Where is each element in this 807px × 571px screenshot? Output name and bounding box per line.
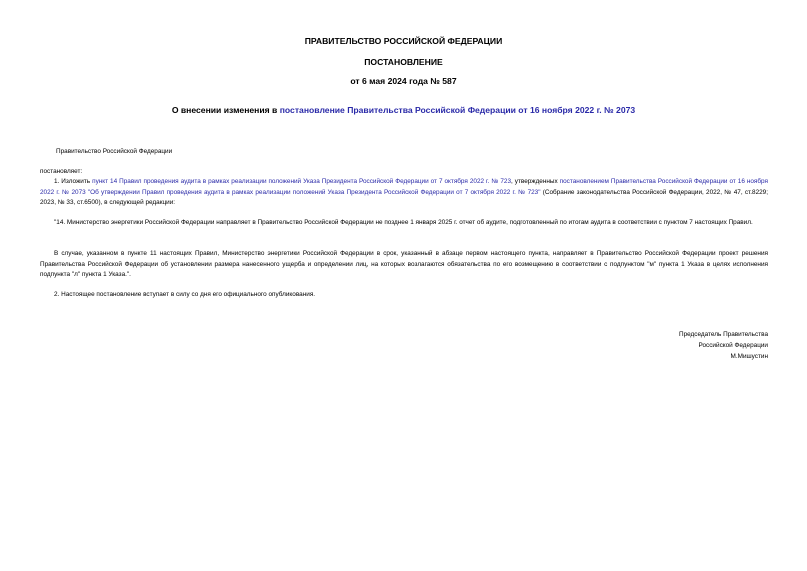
paragraph-1-prefix: 1. Изложить — [54, 178, 93, 185]
signature-name: М.Мишустин — [730, 353, 768, 360]
paragraph-1 — [40, 177, 768, 209]
issuer-heading: ПРАВИТЕЛЬСТВО РОССИЙСКОЙ ФЕДЕРАЦИИ — [304, 36, 503, 46]
title-decree-link[interactable]: постановление Правительства Российской Федерации от 16 ноября 2022 г. № 2073 — [279, 105, 636, 115]
paragraph-1-suffix: (Собрание законодательства Российской Федерации, 2022, № 47, ст.8229; 2023, № 33, ст.6500), в следующей редакции: — [40, 188, 769, 206]
paragraph-2: 2. Настоящее постановление вступает в силу со дня его официального опубликования. — [54, 291, 316, 298]
document-date-number: от 6 мая 2024 года № 587 — [350, 76, 457, 86]
decree-line: постановляет: — [40, 168, 83, 175]
paragraph-point-11-case: В случае, указанном в пункте 11 настоящих Правил, Министерство энергетики Российской Федерации в срок, указанный в абзаце первом настоящего пункта, направляет в Правительство Российской Федерации проект решения Правительства Российской Федерации об установлении размера нанесенного ущерба и определении лиц, на которых возлагаются обязательства по его возмещению в соответствии с подпунктом "м" пункта 1 Указа в целях исполнения подпункта "л" пункта 1 Указа.". — [40, 250, 768, 278]
paragraph-1-middle: , утвержденных — [511, 178, 560, 185]
title-prefix: О внесении изменения в — [171, 105, 280, 115]
signature-organization: Российской Федерации — [698, 342, 768, 349]
document-type-heading: ПОСТАНОВЛЕНИЕ — [364, 57, 443, 67]
paragraph-point-14: "14. Министерство энергетики Российской Федерации направляет в Правительство Российской Федерации не позднее 1 января 2025 г. отчет об аудите, подготовленный по итогам аудита в соответствии с пунктом 7 настоящих Правил. — [54, 219, 753, 226]
government-line: Правительство Российской Федерации — [56, 148, 173, 155]
rules-point-14-link[interactable]: пункт 14 Правил проведения аудита в рамках реализации положений Указа Президента Российской Федерации от 7 октября 2022 г. № 723 — [92, 178, 511, 185]
signature-position: Председатель Правительства — [679, 331, 768, 338]
document-title — [0, 105, 807, 116]
decree-2073-link[interactable]: постановлением Правительства Российской Федерации от 16 ноября 2022 г. № 2073 "Об утверждении Правил проведения аудита в рамках реализации положений Указа Президента Российской Федерации от 7 октября 2022 г. № 723" — [40, 178, 768, 196]
